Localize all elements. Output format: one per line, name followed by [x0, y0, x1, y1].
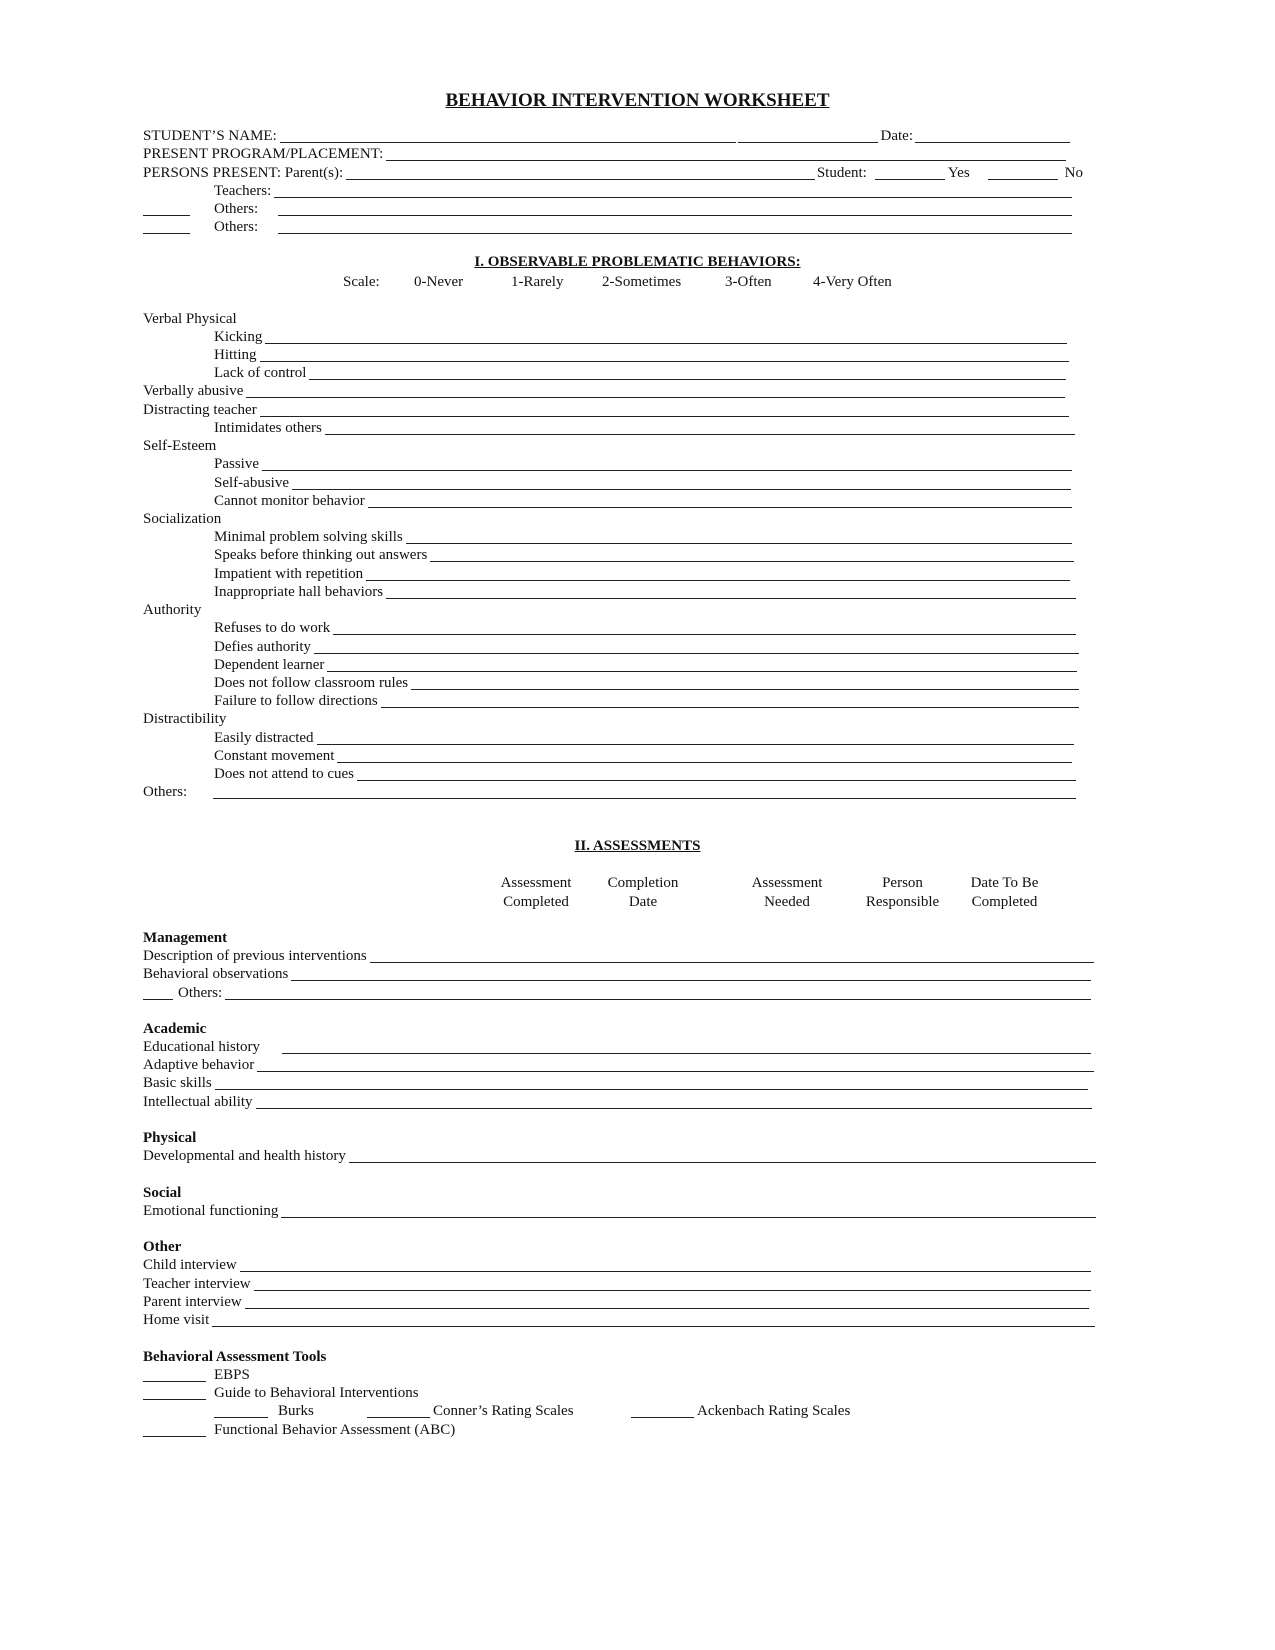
- student-name-label: STUDENT’S NAME:: [143, 128, 277, 144]
- behavior-label: Dependent learner: [214, 657, 325, 673]
- date-label: Date:: [880, 128, 913, 144]
- behavior-row: [214, 328, 1069, 347]
- assessment-field[interactable]: [215, 1076, 1088, 1090]
- teachers-field[interactable]: [274, 184, 1072, 198]
- behavior-row: [214, 474, 1073, 493]
- persons-row: [143, 164, 1083, 183]
- behavior-row: [214, 638, 1081, 657]
- assessment-row: [143, 947, 1096, 966]
- scale-3: 3-Often: [725, 274, 772, 290]
- behavior-field[interactable]: [337, 749, 1072, 763]
- behavior-row: [214, 565, 1072, 584]
- assessment-field[interactable]: [291, 967, 1091, 981]
- tool-row-ebps: [143, 1366, 250, 1385]
- tool-check[interactable]: [631, 1404, 694, 1418]
- assessment-field[interactable]: [281, 1204, 1096, 1218]
- teachers-label: Teachers:: [214, 183, 272, 199]
- program-row: [143, 145, 1068, 164]
- assessment-row: [143, 1074, 1090, 1093]
- behavior-field[interactable]: [366, 567, 1070, 581]
- assessment-row: [143, 1093, 1094, 1112]
- behavior-label: Failure to follow directions: [214, 693, 378, 709]
- others-field-2[interactable]: [278, 220, 1072, 234]
- tool-label: Conner’s Rating Scales: [433, 1403, 574, 1419]
- behavior-field[interactable]: [333, 621, 1076, 635]
- assessment-row: [143, 1056, 1096, 1075]
- assessment-label: Parent interview: [143, 1294, 242, 1310]
- scale-4: 4-Very Often: [813, 274, 892, 290]
- behavior-row: [214, 692, 1081, 711]
- others-check-1[interactable]: [143, 202, 190, 216]
- others-label-2: Others:: [214, 219, 259, 235]
- col-assessment-completed: Assessment Completed: [500, 875, 572, 910]
- behavior-label: Verbally abusive: [143, 383, 244, 399]
- assessment-label: Adaptive behavior: [143, 1057, 255, 1073]
- tool-label: EBPS: [214, 1367, 250, 1383]
- behavior-label: Constant movement: [214, 748, 335, 764]
- scale-1: 1-Rarely: [511, 274, 564, 290]
- behavior-label: Kicking: [214, 329, 263, 345]
- behavior-row: [214, 455, 1074, 474]
- behavior-row: [214, 747, 1074, 766]
- tool-check[interactable]: [143, 1368, 206, 1382]
- assessment-label: Emotional functioning: [143, 1203, 279, 1219]
- assessment-field[interactable]: [349, 1149, 1096, 1163]
- student-yes-blank[interactable]: [875, 166, 945, 180]
- assessment-row: [143, 1038, 1093, 1057]
- behavior-label: Hitting: [214, 347, 257, 363]
- tool-row-ackenbach: [631, 1402, 850, 1421]
- behavior-row: [214, 364, 1068, 383]
- others-field-1[interactable]: [278, 202, 1072, 216]
- assessment-field[interactable]: [212, 1313, 1095, 1327]
- assessment-field[interactable]: [370, 949, 1094, 963]
- physical-heading: Physical: [143, 1130, 197, 1146]
- assessment-field[interactable]: [245, 1295, 1089, 1309]
- others-row-2: [143, 218, 1074, 237]
- behavior-row: [214, 583, 1078, 602]
- student-name-extra-field[interactable]: [738, 129, 878, 143]
- behavior-field[interactable]: [265, 330, 1067, 344]
- assessment-field[interactable]: [225, 986, 1091, 1000]
- tool-row-conners: [367, 1402, 574, 1421]
- section2-title: II. ASSESSMENTS: [574, 838, 701, 854]
- behavior-row: [143, 401, 1071, 420]
- behavior-row: [214, 528, 1074, 547]
- behavior-label: Lack of control: [214, 365, 307, 381]
- behavior-field[interactable]: [213, 785, 1076, 799]
- academic-heading: Academic: [143, 1021, 207, 1037]
- tool-row-guide: [143, 1384, 419, 1403]
- assessment-label: Developmental and health history: [143, 1148, 346, 1164]
- behavior-label: Does not follow classroom rules: [214, 675, 409, 691]
- assessment-row: [143, 965, 1093, 984]
- behavior-label: Refuses to do work: [214, 620, 331, 636]
- student-name-row: [143, 127, 1073, 146]
- tool-check[interactable]: [143, 1423, 206, 1437]
- behavior-field[interactable]: [317, 731, 1074, 745]
- assessment-label: Intellectual ability: [143, 1094, 253, 1110]
- behavior-field[interactable]: [262, 457, 1072, 471]
- behavior-row: [214, 729, 1076, 748]
- behavior-field[interactable]: [327, 658, 1077, 672]
- behavior-row: [214, 674, 1081, 693]
- page-title: BEHAVIOR INTERVENTION WORKSHEET: [445, 90, 830, 111]
- behavior-field[interactable]: [368, 494, 1072, 508]
- others-label-1: Others:: [214, 201, 259, 217]
- behavior-field[interactable]: [292, 476, 1071, 490]
- behavior-field[interactable]: [381, 694, 1079, 708]
- assessment-label: Basic skills: [143, 1075, 212, 1091]
- category-authority: Authority: [143, 602, 202, 618]
- student-name-field[interactable]: [280, 129, 736, 143]
- parents-field[interactable]: [346, 166, 815, 180]
- management-others-check[interactable]: [143, 986, 173, 1000]
- category-distractibility: Distractibility: [143, 711, 227, 727]
- col-date-to-be-completed: Date To Be Completed: [970, 875, 1039, 910]
- tool-check[interactable]: [214, 1404, 268, 1418]
- assessment-field[interactable]: [254, 1277, 1091, 1291]
- assessment-label: Home visit: [143, 1312, 210, 1328]
- behavior-field[interactable]: [430, 548, 1074, 562]
- program-field[interactable]: [386, 147, 1066, 161]
- yes-label: Yes: [947, 165, 970, 181]
- behavior-row: [214, 619, 1078, 638]
- behavior-field[interactable]: [260, 348, 1069, 362]
- behavior-field[interactable]: [246, 384, 1065, 398]
- section1-title: I. OBSERVABLE PROBLEMATIC BEHAVIORS:: [474, 254, 801, 270]
- tools-heading: Behavioral Assessment Tools: [143, 1349, 327, 1365]
- behavior-label: Minimal problem solving skills: [214, 529, 403, 545]
- category-self-esteem: Self-Esteem: [143, 438, 217, 454]
- student-label: Student:: [816, 165, 867, 181]
- assessment-label: Teacher interview: [143, 1276, 251, 1292]
- col-assessment-needed: Assessment Needed: [751, 875, 823, 910]
- other-heading: Other: [143, 1239, 182, 1255]
- tool-label: Guide to Behavioral Interventions: [214, 1385, 419, 1401]
- assessment-field[interactable]: [282, 1040, 1091, 1054]
- others-check-2[interactable]: [143, 220, 190, 234]
- tool-label: Functional Behavior Assessment (ABC): [214, 1422, 456, 1438]
- behavior-label: Speaks before thinking out answers: [214, 547, 428, 563]
- tool-row-burks: [214, 1402, 314, 1421]
- category-socialization: Socialization: [143, 511, 222, 527]
- behavior-row: [214, 419, 1077, 438]
- tool-label: Burks: [278, 1403, 314, 1419]
- assessment-field[interactable]: [257, 1058, 1094, 1072]
- behavior-label: Easily distracted: [214, 730, 314, 746]
- assessment-row: [143, 1293, 1091, 1312]
- tool-check[interactable]: [367, 1404, 430, 1418]
- program-label: PRESENT PROGRAM/PLACEMENT:: [143, 146, 384, 162]
- assessment-row: [143, 1202, 1098, 1221]
- behavior-field[interactable]: [325, 421, 1075, 435]
- management-heading: Management: [143, 930, 228, 946]
- assessment-field[interactable]: [256, 1095, 1092, 1109]
- assessment-row: [143, 1147, 1098, 1166]
- behavior-label: Defies authority: [214, 639, 312, 655]
- scale-2: 2-Sometimes: [602, 274, 682, 290]
- assessment-row-others: [143, 984, 1093, 1003]
- no-label: No: [1064, 165, 1083, 181]
- scale-0: 0-Never: [414, 274, 464, 290]
- persons-label: PERSONS PRESENT: Parent(s):: [143, 165, 344, 181]
- tool-check[interactable]: [143, 1386, 206, 1400]
- assessment-row: [143, 1256, 1093, 1275]
- behavior-row: [214, 546, 1076, 565]
- assessment-label: Others:: [178, 985, 223, 1001]
- date-field[interactable]: [915, 129, 1070, 143]
- behavior-label: Distracting teacher: [143, 402, 257, 418]
- others-row-1: [143, 200, 1074, 219]
- scale-label: Scale:: [343, 274, 380, 290]
- col-completion-date: Completion Date: [607, 875, 679, 910]
- tool-label: Ackenbach Rating Scales: [697, 1403, 851, 1419]
- col-person-responsible: Person Responsible: [865, 875, 940, 910]
- category-verbal-physical: Verbal Physical: [143, 311, 237, 327]
- behavior-row: [143, 382, 1067, 401]
- assessment-row: [143, 1311, 1097, 1330]
- assessment-row: [143, 1275, 1093, 1294]
- behavior-field[interactable]: [357, 767, 1076, 781]
- behavior-label: Inappropriate hall behaviors: [214, 584, 384, 600]
- student-no-blank[interactable]: [988, 166, 1058, 180]
- assessment-label: Educational history: [143, 1039, 261, 1055]
- behavior-label: Others:: [143, 784, 188, 800]
- behavior-field[interactable]: [406, 530, 1072, 544]
- behavior-field[interactable]: [386, 585, 1076, 599]
- behavior-row-others: [143, 783, 1078, 802]
- behavior-field[interactable]: [309, 366, 1066, 380]
- social-heading: Social: [143, 1185, 182, 1201]
- behavior-row: [214, 492, 1074, 511]
- behavior-field[interactable]: [260, 403, 1069, 417]
- assessment-label: Behavioral observations: [143, 966, 289, 982]
- assessment-field[interactable]: [240, 1258, 1091, 1272]
- behavior-row: [214, 656, 1079, 675]
- behavior-row: [214, 765, 1078, 784]
- behavior-label: Does not attend to cues: [214, 766, 354, 782]
- behavior-label: Cannot monitor behavior: [214, 493, 365, 509]
- behavior-label: Impatient with repetition: [214, 566, 364, 582]
- behavior-label: Self-abusive: [214, 475, 289, 491]
- behavior-row: [214, 346, 1071, 365]
- behavior-field[interactable]: [411, 676, 1079, 690]
- assessment-label: Child interview: [143, 1257, 237, 1273]
- behavior-field[interactable]: [314, 640, 1079, 654]
- behavior-label: Intimidates others: [214, 420, 322, 436]
- behavior-label: Passive: [214, 456, 259, 472]
- tool-row-fba: [143, 1421, 455, 1440]
- teachers-row: [214, 182, 1074, 201]
- assessment-label: Description of previous interventions: [143, 948, 367, 964]
